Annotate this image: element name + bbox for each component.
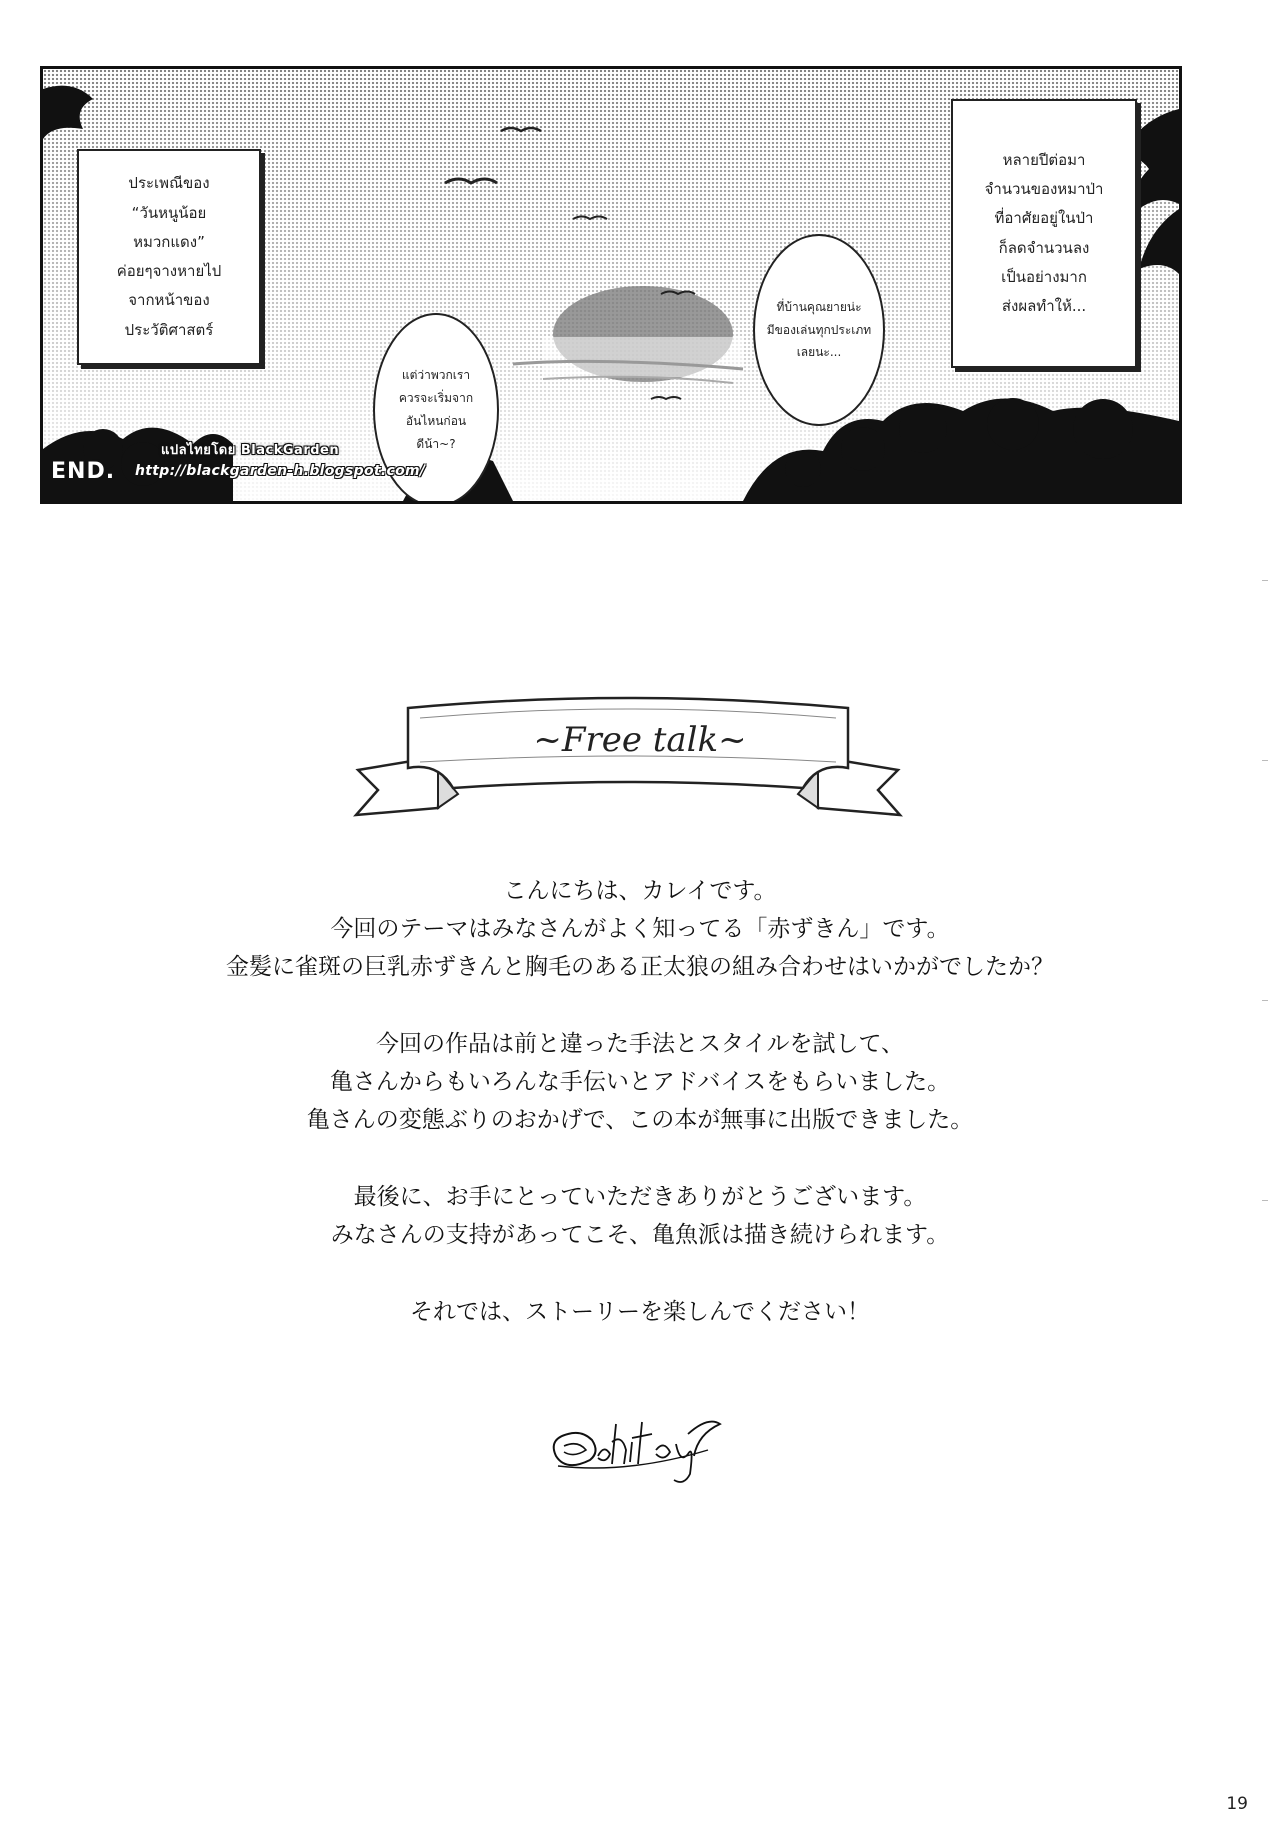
caption-box-right xyxy=(951,99,1137,368)
end-label: END. xyxy=(51,459,116,484)
edge-mark xyxy=(1262,1200,1268,1201)
caption-line: หมวกแดง” xyxy=(133,232,205,251)
blog-url: http://blackgarden-h.blogspot.com/ xyxy=(135,463,426,479)
caption-line: “วันหนูน้อย xyxy=(131,203,207,222)
author-signature xyxy=(538,1394,738,1486)
text-line: 今回の作品は前と違った手法とスタイルを試して、 xyxy=(375,1031,905,1057)
edge-mark xyxy=(1262,580,1268,581)
free-talk-text xyxy=(0,872,1280,1370)
text-line: こんにちは、カレイです。 xyxy=(503,878,777,904)
caption-line: เป็นอย่างมาก xyxy=(1001,267,1087,286)
text-line: みなさんの支持があってこそ、亀魚派は描き続けられます。 xyxy=(330,1222,950,1248)
text-line: 金髪に雀斑の巨乳赤ずきんと胸毛のある正太狼の組み合わせはいかがでしたか？ xyxy=(226,954,1054,980)
paragraph xyxy=(0,1293,1280,1331)
paragraph xyxy=(0,1178,1280,1254)
bubble-line: ดีน้า~? xyxy=(416,436,456,451)
caption-line: ประวัติศาสตร์ xyxy=(124,320,214,339)
translator-credit: แปลไทยโดย BlackGarden xyxy=(161,443,340,458)
speech-bubble-right xyxy=(753,234,885,426)
bubble-line: แต่ว่าพวกเรา xyxy=(401,368,471,383)
paragraph xyxy=(0,872,1280,986)
paragraph xyxy=(0,1025,1280,1139)
caption-line: ค่อยๆจางหายไป xyxy=(116,262,222,280)
caption-line: ที่อาศัยอยู่ในป่า xyxy=(994,209,1094,228)
text-line: 亀さんの変態ぶりのおかげで、この本が無事に出版できました。 xyxy=(306,1107,974,1133)
edge-mark xyxy=(1262,1000,1268,1001)
text-line: 亀さんからもいろんな手伝いとアドバイスをもらいました。 xyxy=(329,1069,951,1095)
scroll-banner xyxy=(348,690,908,840)
caption-line: หลายปีต่อมา xyxy=(1002,150,1086,169)
free-talk-title: ~Free talk~ xyxy=(533,720,747,760)
text-line: 最後に、お手にとっていただきありがとうございます。 xyxy=(353,1184,927,1210)
manga-panel xyxy=(40,66,1182,504)
caption-line: ประเพณีของ xyxy=(128,174,210,193)
caption-line: ก็ลดจำนวนลง xyxy=(998,238,1090,257)
caption-line: ส่งผลทำให้... xyxy=(1001,297,1087,315)
bubble-line: อันไหนก่อน xyxy=(405,414,467,428)
bubble-line: มีของเล่นทุกประเภท xyxy=(766,322,872,337)
bubble-line: ควรจะเริ่มจาก xyxy=(398,391,474,406)
bubble-line: ที่บ้านคุณยายน่ะ xyxy=(776,299,862,314)
edge-mark xyxy=(1262,760,1268,761)
caption-box-left xyxy=(77,149,261,365)
caption-line: จำนวนของหมาป่า xyxy=(984,180,1104,198)
text-line: 今回のテーマはみなさんがよく知ってる「赤ずきん」です。 xyxy=(330,916,950,942)
bubble-line: เลยนะ... xyxy=(796,345,842,360)
caption-line: จากหน้าของ xyxy=(128,291,210,310)
text-line: それでは、ストーリーを楽しんでください！ xyxy=(410,1299,870,1325)
page-number: 19 xyxy=(1226,1794,1248,1814)
